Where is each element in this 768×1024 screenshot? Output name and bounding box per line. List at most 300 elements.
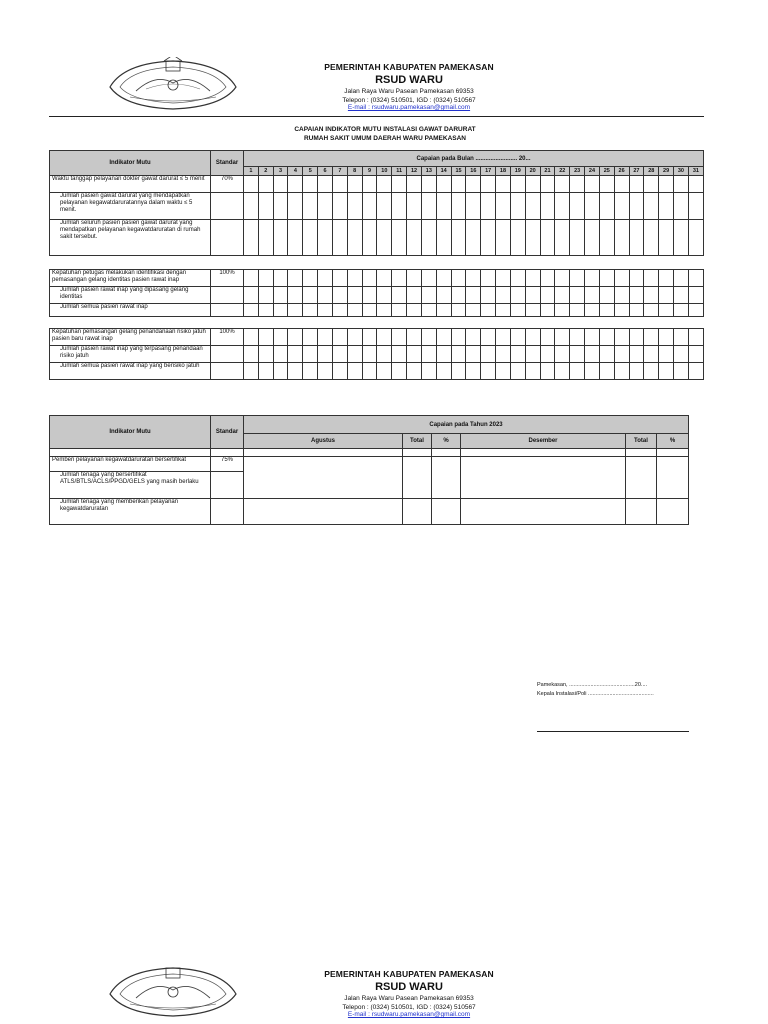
day-cell[interactable] — [377, 270, 392, 287]
day-cell[interactable] — [466, 329, 481, 346]
day-cell[interactable] — [288, 287, 303, 304]
day-cell[interactable] — [525, 346, 540, 363]
day-cell[interactable] — [347, 220, 362, 256]
day-cell[interactable] — [570, 329, 585, 346]
day-cell[interactable] — [688, 346, 703, 363]
day-cell[interactable] — [644, 304, 659, 317]
day-cell[interactable] — [510, 304, 525, 317]
day-cell[interactable] — [258, 329, 273, 346]
day-cell[interactable] — [407, 304, 422, 317]
day-cell[interactable] — [629, 220, 644, 256]
day-cell[interactable] — [451, 363, 466, 380]
day-cell[interactable] — [510, 220, 525, 256]
day-cell[interactable] — [392, 287, 407, 304]
day-cell[interactable] — [555, 329, 570, 346]
day-cell[interactable] — [436, 363, 451, 380]
day-cell[interactable] — [466, 176, 481, 193]
desember-percent-cell[interactable] — [657, 499, 689, 525]
day-cell[interactable] — [273, 329, 288, 346]
day-cell[interactable] — [599, 176, 614, 193]
day-cell[interactable] — [481, 287, 496, 304]
day-cell[interactable] — [481, 270, 496, 287]
desember-cell[interactable] — [461, 457, 626, 499]
day-cell[interactable] — [392, 363, 407, 380]
day-cell[interactable] — [451, 329, 466, 346]
desember-total-cell[interactable] — [626, 457, 657, 499]
day-cell[interactable] — [599, 270, 614, 287]
day-cell[interactable] — [288, 220, 303, 256]
day-cell[interactable] — [332, 304, 347, 317]
day-cell[interactable] — [303, 176, 318, 193]
day-cell[interactable] — [436, 329, 451, 346]
day-cell[interactable] — [540, 287, 555, 304]
day-cell[interactable] — [258, 220, 273, 256]
day-cell[interactable] — [525, 220, 540, 256]
standard-cell[interactable] — [211, 287, 244, 304]
day-cell[interactable] — [614, 193, 629, 220]
day-cell[interactable] — [244, 220, 259, 256]
day-cell[interactable] — [555, 193, 570, 220]
day-cell[interactable] — [585, 176, 600, 193]
day-cell[interactable] — [244, 329, 259, 346]
day-cell[interactable] — [688, 270, 703, 287]
day-cell[interactable] — [421, 176, 436, 193]
day-cell[interactable] — [332, 363, 347, 380]
day-cell[interactable] — [407, 363, 422, 380]
day-cell[interactable] — [481, 176, 496, 193]
day-cell[interactable] — [540, 270, 555, 287]
day-cell[interactable] — [599, 329, 614, 346]
day-cell[interactable] — [659, 346, 674, 363]
day-cell[interactable] — [659, 363, 674, 380]
denominator-standard-cell[interactable] — [211, 499, 244, 525]
day-cell[interactable] — [407, 220, 422, 256]
day-cell[interactable] — [510, 287, 525, 304]
day-cell[interactable] — [644, 363, 659, 380]
day-cell[interactable] — [466, 193, 481, 220]
day-cell[interactable] — [303, 193, 318, 220]
day-cell[interactable] — [688, 329, 703, 346]
day-cell[interactable] — [288, 363, 303, 380]
desember-total-cell[interactable] — [626, 499, 657, 525]
agustus-percent-cell[interactable] — [432, 499, 461, 525]
day-cell[interactable] — [377, 287, 392, 304]
day-cell[interactable] — [244, 363, 259, 380]
day-cell[interactable] — [303, 363, 318, 380]
day-cell[interactable] — [525, 176, 540, 193]
day-cell[interactable] — [496, 304, 511, 317]
day-cell[interactable] — [659, 304, 674, 317]
day-cell[interactable] — [525, 329, 540, 346]
day-cell[interactable] — [392, 220, 407, 256]
day-cell[interactable] — [496, 287, 511, 304]
standard-cell[interactable] — [211, 220, 244, 256]
day-cell[interactable] — [496, 346, 511, 363]
day-cell[interactable] — [258, 193, 273, 220]
day-cell[interactable] — [496, 220, 511, 256]
day-cell[interactable] — [377, 220, 392, 256]
day-cell[interactable] — [644, 270, 659, 287]
day-cell[interactable] — [347, 329, 362, 346]
day-cell[interactable] — [436, 193, 451, 220]
day-cell[interactable] — [688, 363, 703, 380]
day-cell[interactable] — [629, 193, 644, 220]
day-cell[interactable] — [688, 193, 703, 220]
day-cell[interactable] — [496, 193, 511, 220]
day-cell[interactable] — [258, 287, 273, 304]
day-cell[interactable] — [244, 287, 259, 304]
day-cell[interactable] — [614, 220, 629, 256]
day-cell[interactable] — [436, 270, 451, 287]
day-cell[interactable] — [421, 270, 436, 287]
day-cell[interactable] — [392, 304, 407, 317]
day-cell[interactable] — [555, 346, 570, 363]
day-cell[interactable] — [347, 176, 362, 193]
day-cell[interactable] — [629, 287, 644, 304]
day-cell[interactable] — [614, 363, 629, 380]
hospital-email-link[interactable]: E-mail : rsudwaru.pamekasan@gmail.com — [347, 1011, 471, 1018]
day-cell[interactable] — [362, 329, 377, 346]
numerator-standard-cell[interactable] — [211, 472, 244, 499]
day-cell[interactable] — [273, 176, 288, 193]
day-cell[interactable] — [303, 220, 318, 256]
day-cell[interactable] — [392, 193, 407, 220]
day-cell[interactable] — [318, 363, 333, 380]
day-cell[interactable] — [659, 193, 674, 220]
day-cell[interactable] — [644, 220, 659, 256]
day-cell[interactable] — [659, 270, 674, 287]
day-cell[interactable] — [540, 363, 555, 380]
day-cell[interactable] — [421, 193, 436, 220]
day-cell[interactable] — [347, 270, 362, 287]
day-cell[interactable] — [525, 304, 540, 317]
day-cell[interactable] — [303, 346, 318, 363]
day-cell[interactable] — [362, 346, 377, 363]
day-cell[interactable] — [451, 176, 466, 193]
day-cell[interactable] — [510, 270, 525, 287]
day-cell[interactable] — [407, 270, 422, 287]
day-cell[interactable] — [347, 346, 362, 363]
day-cell[interactable] — [585, 287, 600, 304]
day-cell[interactable] — [614, 346, 629, 363]
day-cell[interactable] — [644, 176, 659, 193]
day-cell[interactable] — [674, 363, 689, 380]
day-cell[interactable] — [436, 304, 451, 317]
day-cell[interactable] — [258, 176, 273, 193]
day-cell[interactable] — [273, 304, 288, 317]
day-cell[interactable] — [510, 329, 525, 346]
day-cell[interactable] — [599, 304, 614, 317]
standard-cell[interactable] — [211, 363, 244, 380]
day-cell[interactable] — [377, 176, 392, 193]
day-cell[interactable] — [407, 329, 422, 346]
day-cell[interactable] — [481, 329, 496, 346]
day-cell[interactable] — [451, 193, 466, 220]
day-cell[interactable] — [629, 363, 644, 380]
day-cell[interactable] — [585, 346, 600, 363]
day-cell[interactable] — [674, 176, 689, 193]
day-cell[interactable] — [451, 346, 466, 363]
day-cell[interactable] — [288, 329, 303, 346]
day-cell[interactable] — [481, 346, 496, 363]
day-cell[interactable] — [555, 304, 570, 317]
day-cell[interactable] — [362, 304, 377, 317]
day-cell[interactable] — [377, 329, 392, 346]
day-cell[interactable] — [318, 329, 333, 346]
day-cell[interactable] — [407, 346, 422, 363]
day-cell[interactable] — [644, 193, 659, 220]
day-cell[interactable] — [273, 346, 288, 363]
day-cell[interactable] — [362, 270, 377, 287]
day-cell[interactable] — [599, 287, 614, 304]
day-cell[interactable] — [273, 193, 288, 220]
day-cell[interactable] — [303, 304, 318, 317]
day-cell[interactable] — [421, 304, 436, 317]
agustus-total-cell[interactable] — [403, 457, 432, 499]
day-cell[interactable] — [332, 220, 347, 256]
day-cell[interactable] — [629, 329, 644, 346]
day-cell[interactable] — [451, 270, 466, 287]
day-cell[interactable] — [244, 193, 259, 220]
day-cell[interactable] — [332, 346, 347, 363]
day-cell[interactable] — [540, 193, 555, 220]
day-cell[interactable] — [629, 176, 644, 193]
day-cell[interactable] — [362, 363, 377, 380]
day-cell[interactable] — [585, 304, 600, 317]
hospital-email-link[interactable]: E-mail : rsudwaru.pamekasan@gmail.com — [347, 104, 471, 111]
day-cell[interactable] — [362, 220, 377, 256]
day-cell[interactable] — [614, 304, 629, 317]
day-cell[interactable] — [347, 287, 362, 304]
signature-line[interactable] — [537, 731, 689, 732]
agustus-percent-cell[interactable] — [432, 457, 461, 499]
day-cell[interactable] — [481, 220, 496, 256]
day-cell[interactable] — [674, 287, 689, 304]
day-cell[interactable] — [525, 287, 540, 304]
day-cell[interactable] — [244, 270, 259, 287]
day-cell[interactable] — [362, 287, 377, 304]
day-cell[interactable] — [688, 176, 703, 193]
day-cell[interactable] — [585, 193, 600, 220]
day-cell[interactable] — [303, 287, 318, 304]
day-cell[interactable] — [570, 287, 585, 304]
day-cell[interactable] — [392, 329, 407, 346]
day-cell[interactable] — [688, 287, 703, 304]
day-cell[interactable] — [377, 346, 392, 363]
desember-cell[interactable] — [461, 499, 626, 525]
day-cell[interactable] — [659, 176, 674, 193]
day-cell[interactable] — [629, 270, 644, 287]
day-cell[interactable] — [674, 329, 689, 346]
day-cell[interactable] — [332, 193, 347, 220]
day-cell[interactable] — [258, 304, 273, 317]
day-cell[interactable] — [288, 346, 303, 363]
day-cell[interactable] — [421, 220, 436, 256]
day-cell[interactable] — [540, 329, 555, 346]
day-cell[interactable] — [362, 176, 377, 193]
day-cell[interactable] — [570, 363, 585, 380]
day-cell[interactable] — [318, 220, 333, 256]
day-cell[interactable] — [318, 346, 333, 363]
day-cell[interactable] — [614, 176, 629, 193]
day-cell[interactable] — [570, 270, 585, 287]
day-cell[interactable] — [585, 220, 600, 256]
standard-cell[interactable] — [211, 193, 244, 220]
day-cell[interactable] — [347, 304, 362, 317]
day-cell[interactable] — [421, 363, 436, 380]
day-cell[interactable] — [318, 193, 333, 220]
day-cell[interactable] — [510, 363, 525, 380]
day-cell[interactable] — [273, 220, 288, 256]
day-cell[interactable] — [555, 363, 570, 380]
day-cell[interactable] — [644, 287, 659, 304]
day-cell[interactable] — [540, 304, 555, 317]
day-cell[interactable] — [525, 270, 540, 287]
day-cell[interactable] — [525, 363, 540, 380]
day-cell[interactable] — [347, 193, 362, 220]
day-cell[interactable] — [407, 193, 422, 220]
day-cell[interactable] — [303, 329, 318, 346]
day-cell[interactable] — [392, 176, 407, 193]
day-cell[interactable] — [585, 363, 600, 380]
day-cell[interactable] — [466, 363, 481, 380]
day-cell[interactable] — [614, 287, 629, 304]
day-cell[interactable] — [332, 329, 347, 346]
day-cell[interactable] — [540, 176, 555, 193]
agustus-total-cell[interactable] — [403, 499, 432, 525]
day-cell[interactable] — [570, 193, 585, 220]
day-cell[interactable] — [555, 176, 570, 193]
day-cell[interactable] — [273, 270, 288, 287]
day-cell[interactable] — [570, 220, 585, 256]
day-cell[interactable] — [451, 287, 466, 304]
day-cell[interactable] — [273, 363, 288, 380]
day-cell[interactable] — [555, 220, 570, 256]
day-cell[interactable] — [244, 176, 259, 193]
day-cell[interactable] — [288, 193, 303, 220]
day-cell[interactable] — [674, 193, 689, 220]
day-cell[interactable] — [674, 304, 689, 317]
day-cell[interactable] — [436, 220, 451, 256]
day-cell[interactable] — [436, 346, 451, 363]
day-cell[interactable] — [466, 304, 481, 317]
day-cell[interactable] — [258, 346, 273, 363]
day-cell[interactable] — [436, 287, 451, 304]
day-cell[interactable] — [362, 193, 377, 220]
day-cell[interactable] — [451, 304, 466, 317]
day-cell[interactable] — [674, 220, 689, 256]
day-cell[interactable] — [377, 304, 392, 317]
day-cell[interactable] — [377, 193, 392, 220]
day-cell[interactable] — [332, 176, 347, 193]
day-cell[interactable] — [451, 220, 466, 256]
standard-cell[interactable] — [211, 304, 244, 317]
day-cell[interactable] — [407, 176, 422, 193]
day-cell[interactable] — [674, 346, 689, 363]
day-cell[interactable] — [421, 329, 436, 346]
day-cell[interactable] — [496, 270, 511, 287]
day-cell[interactable] — [599, 363, 614, 380]
day-cell[interactable] — [510, 346, 525, 363]
day-cell[interactable] — [659, 287, 674, 304]
day-cell[interactable] — [481, 363, 496, 380]
day-cell[interactable] — [555, 270, 570, 287]
day-cell[interactable] — [496, 329, 511, 346]
day-cell[interactable] — [244, 346, 259, 363]
day-cell[interactable] — [421, 346, 436, 363]
day-cell[interactable] — [688, 304, 703, 317]
day-cell[interactable] — [525, 193, 540, 220]
day-cell[interactable] — [629, 304, 644, 317]
day-cell[interactable] — [288, 270, 303, 287]
day-cell[interactable] — [496, 363, 511, 380]
day-cell[interactable] — [318, 176, 333, 193]
day-cell[interactable] — [466, 220, 481, 256]
day-cell[interactable] — [288, 176, 303, 193]
day-cell[interactable] — [436, 176, 451, 193]
day-cell[interactable] — [421, 287, 436, 304]
day-cell[interactable] — [555, 287, 570, 304]
day-cell[interactable] — [258, 363, 273, 380]
day-cell[interactable] — [392, 346, 407, 363]
day-cell[interactable] — [510, 193, 525, 220]
day-cell[interactable] — [318, 304, 333, 317]
agustus-cell[interactable] — [244, 457, 403, 499]
day-cell[interactable] — [688, 220, 703, 256]
day-cell[interactable] — [674, 270, 689, 287]
day-cell[interactable] — [629, 346, 644, 363]
day-cell[interactable] — [570, 346, 585, 363]
day-cell[interactable] — [585, 270, 600, 287]
day-cell[interactable] — [466, 287, 481, 304]
day-cell[interactable] — [614, 270, 629, 287]
day-cell[interactable] — [540, 346, 555, 363]
day-cell[interactable] — [599, 220, 614, 256]
day-cell[interactable] — [288, 304, 303, 317]
day-cell[interactable] — [407, 287, 422, 304]
day-cell[interactable] — [481, 193, 496, 220]
day-cell[interactable] — [570, 304, 585, 317]
day-cell[interactable] — [303, 270, 318, 287]
agustus-cell[interactable] — [244, 499, 403, 525]
day-cell[interactable] — [659, 220, 674, 256]
day-cell[interactable] — [540, 220, 555, 256]
day-cell[interactable] — [392, 270, 407, 287]
standard-cell[interactable] — [211, 346, 244, 363]
day-cell[interactable] — [599, 346, 614, 363]
day-cell[interactable] — [273, 287, 288, 304]
day-cell[interactable] — [614, 329, 629, 346]
day-cell[interactable] — [481, 304, 496, 317]
day-cell[interactable] — [644, 329, 659, 346]
day-cell[interactable] — [332, 287, 347, 304]
day-cell[interactable] — [258, 270, 273, 287]
day-cell[interactable] — [347, 363, 362, 380]
day-cell[interactable] — [570, 176, 585, 193]
day-cell[interactable] — [496, 176, 511, 193]
day-cell[interactable] — [377, 363, 392, 380]
day-cell[interactable] — [466, 346, 481, 363]
day-cell[interactable] — [244, 304, 259, 317]
day-cell[interactable] — [659, 329, 674, 346]
day-cell[interactable] — [599, 193, 614, 220]
day-cell[interactable] — [318, 287, 333, 304]
day-cell[interactable] — [332, 270, 347, 287]
day-cell[interactable] — [585, 329, 600, 346]
day-cell[interactable] — [318, 270, 333, 287]
day-cell[interactable] — [510, 176, 525, 193]
day-cell[interactable] — [644, 346, 659, 363]
